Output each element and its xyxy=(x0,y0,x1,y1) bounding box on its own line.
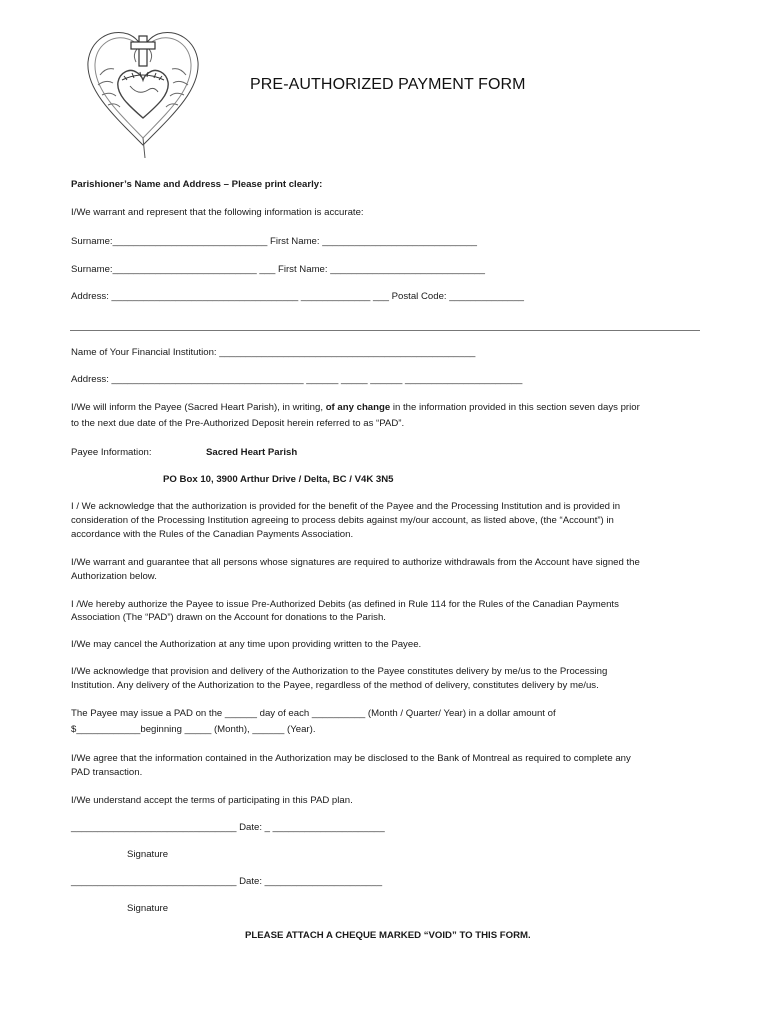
form-title: PRE-AUTHORIZED PAYMENT FORM xyxy=(250,76,526,93)
warrant-accurate-text: I/We warrant and represent that the following information is accurate: xyxy=(71,207,364,218)
sacred-heart-logo-icon xyxy=(78,20,208,160)
inform-text-bold: of any change xyxy=(325,402,391,413)
acknowledge-text-line2: consideration of the Processing Institution agreeing to process debits against my/our account, as listed above, (the “Account”) in xyxy=(71,515,614,526)
signature-label-1: Signature xyxy=(127,849,169,860)
institution-address-field[interactable]: Address: ____________________________________ ______ _____ ______ ______________________ xyxy=(71,374,523,385)
financial-institution-field[interactable]: Name of Your Financial Institution: ________________________________________________ xyxy=(71,347,476,358)
bmo-disclosure-text-line2: PAD transaction. xyxy=(71,767,143,778)
address-postal-code-field[interactable]: Address: ___________________________________ _____________ ___ Postal Code: ______________ xyxy=(71,291,524,302)
bmo-disclosure-text-line1: I/We agree that the information contained in the Authorization may be disclosed to the Bank of Montreal as required to complete any xyxy=(71,753,631,764)
acknowledge-text-line3: accordance with the Rules of the Canadian Payments Association. xyxy=(71,529,354,540)
inform-text-part: I/We will inform the Payee (Sacred Heart Parish), in writing, xyxy=(71,402,326,413)
delivery-text-line1: I/We acknowledge that provision and delivery of the Authorization to the Payee constitutes delivery by me/us to the Processing xyxy=(71,666,608,677)
signature-label-2: Signature xyxy=(127,903,169,914)
delivery-text-line2: Institution. Any delivery of the Authorization to the Payee, regardless of the method of delivery, constitutes delivery by me/us. xyxy=(71,680,599,691)
cancel-text: I/We may cancel the Authorization at any time upon providing written to the Payee. xyxy=(71,639,422,650)
signature-date-field-1[interactable]: _______________________________ Date: _ _____________________ xyxy=(71,822,385,833)
payee-label: Payee Information: xyxy=(71,447,152,458)
guarantee-text-line1: I/We warrant and guarantee that all persons whose signatures are required to authorize withdrawals from the Account have signed the xyxy=(71,557,640,568)
authorize-text-line1: I /We hereby authorize the Payee to issue Pre-Authorized Debits (as defined in Rule 114 for the Rules of the Canadian Payments xyxy=(71,599,619,610)
payee-address: PO Box 10, 3900 Arthur Drive / Delta, BC / V4K 3N5 xyxy=(163,474,394,485)
signature-date-field-2[interactable]: _______________________________ Date: ______________________ xyxy=(71,876,383,887)
acknowledge-text-line1: I / We acknowledge that the authorization is provided for the benefit of the Payee and the Processing Institution and is provided in xyxy=(71,501,621,512)
section-divider xyxy=(70,330,700,331)
inform-text-part: in the information provided in this section seven days prior xyxy=(390,402,640,413)
understand-terms-text: I/We understand accept the terms of participating in this PAD plan. xyxy=(71,795,353,806)
authorize-text-line2: Association (The “PAD”) drawn on the Account for donations to the Parish. xyxy=(71,612,386,623)
section-heading: Parishioner’s Name and Address – Please print clearly: xyxy=(71,179,323,190)
payee-name: Sacred Heart Parish xyxy=(206,447,298,458)
inform-change-text xyxy=(71,402,640,413)
surname-first-name-field-2[interactable]: Surname:___________________________ ___ First Name: _____________________________ xyxy=(71,264,485,275)
pad-issue-field-line2[interactable]: $____________beginning _____ (Month), ______ (Year). xyxy=(71,724,316,735)
surname-first-name-field-1[interactable]: Surname:_____________________________ First Name: _____________________________ xyxy=(71,236,477,247)
pad-issue-field-line1[interactable]: The Payee may issue a PAD on the ______ day of each __________ (Month / Quarter/ Year) in a dollar amount of xyxy=(71,708,556,719)
inform-change-text-line2: to the next due date of the Pre-Authorized Deposit herein referred to as “PAD”. xyxy=(71,418,405,429)
guarantee-text-line2: Authorization below. xyxy=(71,571,157,582)
attach-cheque-notice: PLEASE ATTACH A CHEQUE MARKED “VOID” TO THIS FORM. xyxy=(245,930,531,941)
